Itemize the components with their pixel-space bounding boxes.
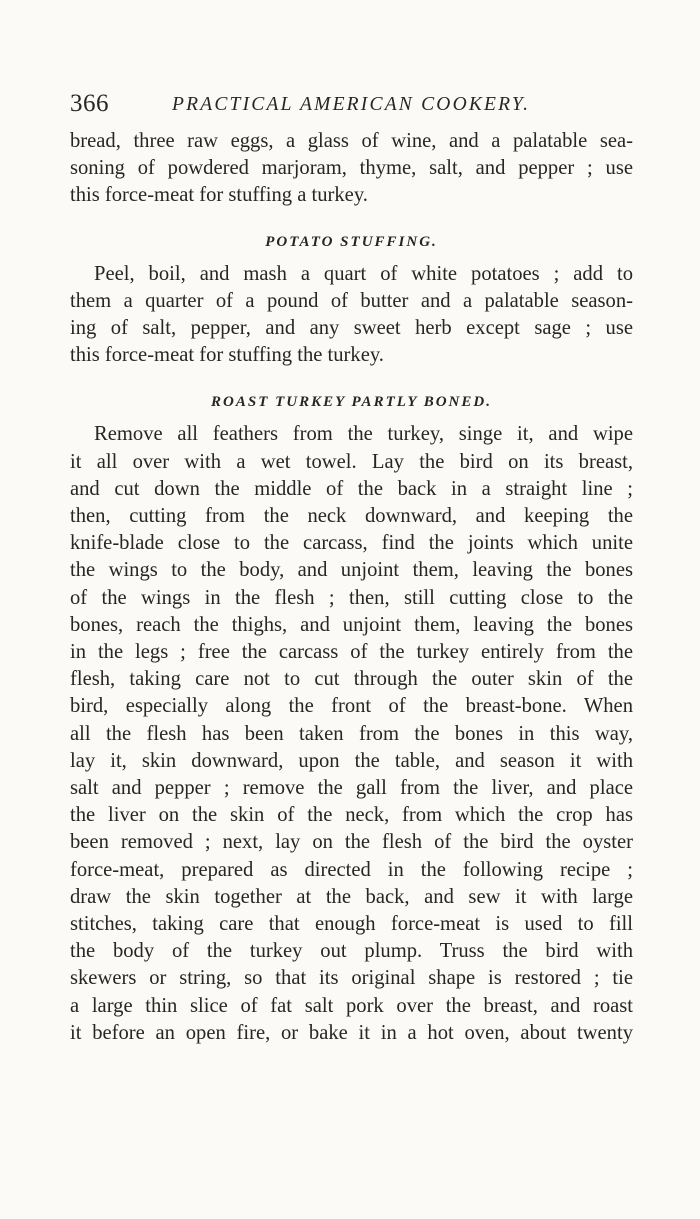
text-line: Remove all feathers from the turkey, singe it, and wipe <box>94 423 633 446</box>
text-line: knife-blade close to the carcass, find the joints which unite <box>70 532 633 555</box>
text-line: stitches, taking care that enough force-meat is used to fill <box>70 913 633 936</box>
roast-turkey-paragraph <box>70 421 633 1047</box>
section-heading-roast-turkey: ROAST TURKEY PARTLY BONED. <box>211 394 492 411</box>
text-line: bones, reach the thighs, and unjoint them, leaving the bones <box>70 613 633 636</box>
text-line: been removed ; next, lay on the flesh of the bird the oyster <box>70 831 633 854</box>
text-line: lay it, skin downward, upon the table, and season it with <box>70 749 633 772</box>
text-line: this force-meat for stuffing the turkey. <box>70 344 384 367</box>
text-line: this force-meat for stuffing a turkey. <box>70 184 368 207</box>
running-head <box>70 90 633 128</box>
text-line: it all over with a wet towel. Lay the bird on its breast, <box>70 450 633 473</box>
text-line: of the wings in the flesh ; then, still cutting close to the <box>70 586 633 609</box>
text-line: it before an open fire, or bake it in a hot oven, about twenty <box>70 1021 633 1044</box>
section-heading-potato-stuffing: POTATO STUFFING. <box>265 233 438 250</box>
text-line: and cut down the middle of the back in a straight line ; <box>70 477 633 500</box>
text-line: then, cutting from the neck downward, and keeping the <box>70 505 633 528</box>
text-line: force-meat, prepared as directed in the following recipe ; <box>70 858 633 881</box>
text-line: the body of the turkey out plump. Truss the bird with <box>70 940 633 963</box>
text-line: salt and pepper ; remove the gall from the liver, and place <box>70 777 633 800</box>
text-line: the liver on the skin of the neck, from which the crop has <box>70 804 633 827</box>
potato-stuffing-paragraph <box>70 261 633 370</box>
page-number: 366 <box>70 90 109 117</box>
text-line: bread, three raw eggs, a glass of wine, and a palatable sea- <box>70 130 633 152</box>
text-line: the wings to the body, and unjoint them, leaving the bones <box>70 559 633 582</box>
text-line: ing of salt, pepper, and any sweet herb except sage ; use <box>70 317 633 340</box>
text-line: all the flesh has been taken from the bones in this way, <box>70 722 633 745</box>
text-line: in the legs ; free the carcass of the turkey entirely from the <box>70 641 633 664</box>
text-line: flesh, taking care not to cut through the outer skin of the <box>70 668 633 691</box>
text-line: Peel, boil, and mash a quart of white potatoes ; add to <box>94 262 633 285</box>
text-line: them a quarter of a pound of butter and a palatable season- <box>70 289 633 312</box>
book-page <box>70 90 633 1047</box>
intro-paragraph <box>70 128 633 210</box>
text-line: a large thin slice of fat salt pork over the breast, and roast <box>70 994 633 1017</box>
text-line: bird, especially along the front of the breast-bone. When <box>70 695 633 718</box>
text-line: skewers or string, so that its original shape is restored ; tie <box>70 967 633 990</box>
text-line: draw the skin together at the back, and sew it with large <box>70 885 633 908</box>
text-line: soning of powdered marjoram, thyme, salt, and pepper ; use <box>70 157 633 180</box>
running-title: PRACTICAL AMERICAN COOKERY. <box>172 94 531 115</box>
